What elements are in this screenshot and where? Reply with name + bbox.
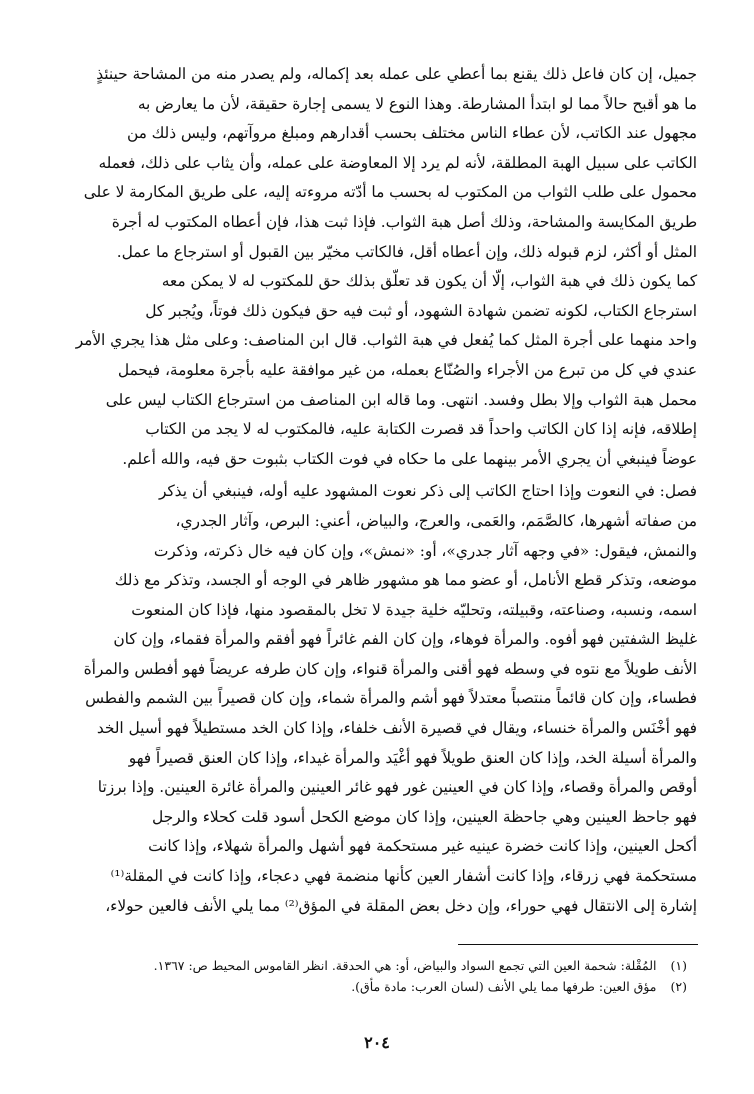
text-line: واحد منهما على أجرة المثل كما يُفعل في هبة الثواب. قال ابن المناصف: وعلى مثل هذا يجري الأمر	[75, 331, 697, 350]
text-line: طريق المكايسة والمشاحة، وذلك أصل هبة الثواب. فإذا ثبت هذا، فإن أعطاه المكتوب له أجرة	[111, 212, 697, 231]
text-line: محمول على طلب الثواب من المكتوب له بحسب ما أدّته مروءته إليه، على طريق المكارمة لا على	[83, 183, 697, 202]
text-line: مجهول عند الكاتب، لأن عطاء الناس مختلف بحسب أقدارهم ومبلغ مروآتهم، وليس ذلك من	[126, 124, 697, 143]
text-line: مستحكمة فهي زرقاء، وإذا كانت أشفار العين كأنها منضمة فهي دعجاء، وإذا كانت في المقلة⁽¹⁾	[110, 867, 697, 886]
text-line: فهو أخْنَس والمرأة خنساء، ويقال في قصيرة الأنف خلفاء، وإذا كان الخد مستطيلاً فهو أسيل الخد	[96, 719, 697, 738]
footnote	[62, 955, 697, 976]
text-line: عوضاً فينبغي أن يجري الأمر بينهما على ما حكاه في فوت الكتاب بثبوت حق فيه، والله أعلم.	[122, 449, 697, 468]
main-text	[62, 60, 697, 921]
footnote-divider	[458, 944, 698, 945]
section-heading-line: فصل: في النعوت وإذا احتاج الكاتب إلى ذكر نعوت المشهود عليه أوله، فينبغي أن يذكر	[158, 482, 697, 501]
text-line: والمرأة أسيلة الخد، وإذا كان العنق طويلاً فهو أغْيَد والمرأة غيداء، وإذا كان العنق قصيراً فهو	[128, 748, 697, 767]
text-line: موضعه، وتذكر قطع الأنامل، أو عضو مما هو مشهور ظاهر في الوجه أو الجسد، وتذكر مع ذلك	[114, 571, 697, 590]
page-number: ٢٠٤	[364, 1033, 390, 1052]
text-line: استرجاع الكتاب، لكونه تضمن شهادة الشهود، أو ثبت فيه حق فيكون ذلك فوتاً، ويُجبر كل	[145, 301, 697, 320]
footnote	[62, 976, 697, 997]
footnote-text: المُقْلة: شحمة العين التي تجمع السواد والبياض، أو: هي الحدقة. انظر القاموس المحيط ص: ١٣٦٧.	[153, 958, 657, 973]
text-line: ما هو أقبح حالاً مما لو ابتدأ المشارطة. وهذا النوع لا يسمى إجارة حقيقة، لأن ما يعارض به	[137, 94, 697, 113]
text-line: غليظ الشفتين فهو أفوه. والمرأة فوهاء، وإن كان الفم غائراً فهو أفقم والمرأة فقماء، وإن كان	[113, 630, 697, 649]
footnote-number: (١)	[670, 958, 687, 973]
text-line: المثل أو أكثر، لزم قبوله ذلك، وإن أعطاه أقل، فالكاتب مخيّر بين القبول أو استرجاع ما عمل.	[116, 242, 697, 261]
footnotes	[62, 955, 697, 997]
footnote-number: (٢)	[670, 979, 687, 994]
text-line: الأنف طويلاً مع نتوه في وسطه فهو أقنى والمرأة قنواء، وإن كان طرفه عريضاً فهو أفطس والمرأة	[83, 659, 697, 678]
text-line: الكاتب على سبيل الهبة المطلقة، لأنه لم يرد إلا المعاوضة على عمله، وأن يثاب على ذلك، فعمله	[98, 153, 697, 172]
footnote-text: مؤق العين: طرفها مما يلي الأنف (لسان العرب: مادة مأق).	[351, 979, 657, 994]
text-line: عندي في كل من تبرع من الأجراء والصُنّاع بعمله، من غير موافقة عليه بأجرة معلومة، فيحمل	[117, 360, 697, 379]
text-line: جميل، إن كان فاعل ذلك يقنع بما أعطي على عمله بعد إكماله، ولم يصدر منه من المشاحة حينئذٍ	[96, 65, 697, 83]
text-line: اسمه، ونسبه، وصناعته، وقبيلته، وتحليّه خلية جيدة لا تخل بالمقصود منها، فإذا كان المنعوت	[131, 600, 697, 619]
text-line: إطلاقه، فإنه إذا كان الكاتب واحداً قد قصرت الكتابة عليه، فالمكتوب له لا يجد من الكتاب	[145, 420, 697, 439]
text-line: من صفاته أشهرها، كالصَّمَم، والعَمى، والعرج، والبياض، أعني: البرص، وآثار الجدري،	[175, 511, 697, 530]
text-line: أوقص والمرأة وقصاء، وإذا كان في العينين غور فهو غائر العينين والمرأة غائرة العينين. وإذا برزتا	[97, 778, 697, 797]
text-line: والنمش، فيقول: «في وجهه آثار جدري»، أو: «نمش»، وإن كان فيه خال ذكرته، وذكرت	[153, 541, 697, 560]
text-line: محمل هبة الثواب وإلا بطل وفسد. انتهى. وما قاله ابن المناصف من استرجاع الكتاب ليس على	[105, 390, 697, 409]
text-line: أكحل العينين، وإذا كانت خضرة عينيه غير مستحكمة فهو أشهل والمرأة شهلاء، وإذا كانت	[148, 837, 697, 856]
text-line: إشارة إلى الانتقال فهي حوراء، وإن دخل بعض المقلة في المؤق⁽²⁾ مما يلي الأنف فالعين حولاء،	[105, 896, 697, 915]
text-line: فهو جاحظ العينين وهي جاحظة العينين، وإذا كان موضع الكحل أسود قلت كحلاء والرجل	[152, 807, 697, 826]
text-line: فطساء، وإن كان قائماً منتصباً معتدلاً فهو أشم والمرأة شماء، وإن كان قصيراً بين الشمم والفطس	[85, 689, 697, 708]
text-line: كما يكون ذلك في هبة الثواب، إلّا أن يكون قد تعلّق بذلك حق للمكتوب له لا يمكن معه	[161, 272, 697, 291]
